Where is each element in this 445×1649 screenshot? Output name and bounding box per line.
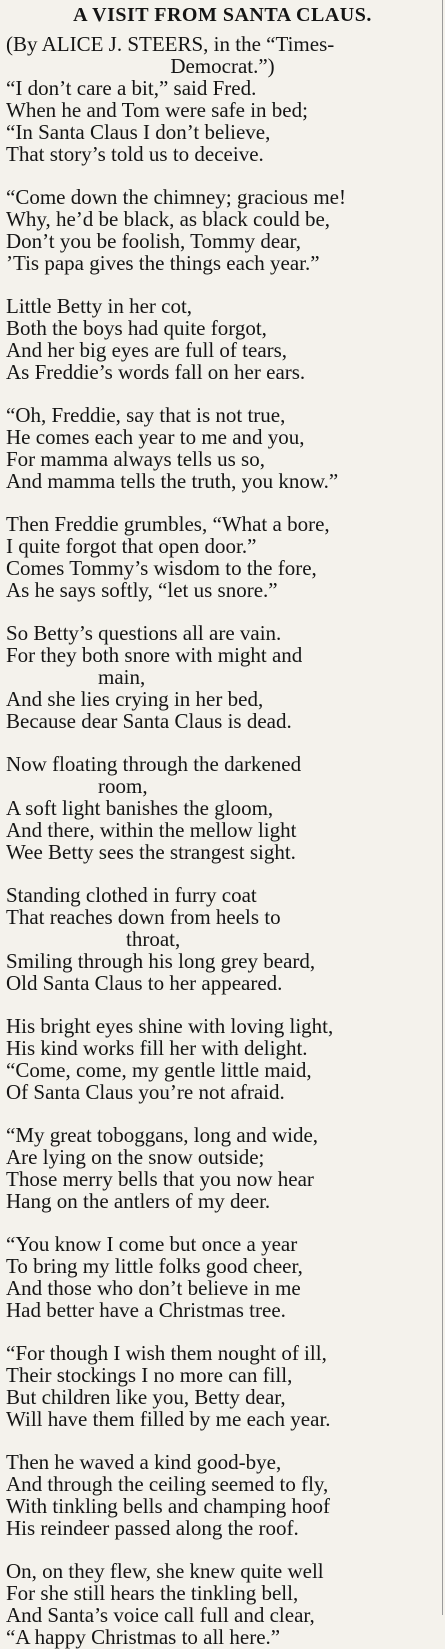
poem-line: As he says softly, “let us snore.” bbox=[6, 578, 278, 602]
poem-line-continuation: room, bbox=[98, 774, 148, 798]
poem-line: For they both snore with might and bbox=[6, 643, 303, 667]
stanza bbox=[6, 1342, 439, 1430]
stanza bbox=[6, 622, 439, 732]
poem-line: Then Freddie grumbles, “What a bore, bbox=[6, 512, 330, 536]
poem-line: “A happy Christmas to all here.” bbox=[6, 1625, 281, 1649]
poem-line-continuation: throat, bbox=[126, 927, 181, 951]
byline-line: Democrat.”) bbox=[170, 54, 275, 78]
poem-line: And those who don’t believe in me bbox=[6, 1276, 301, 1300]
poem-line: Because dear Santa Claus is dead. bbox=[6, 709, 292, 733]
poem-line: His kind works fill her with delight. bbox=[6, 1036, 308, 1060]
poem-line: ’Tis papa gives the things each year.” bbox=[6, 251, 320, 275]
poem-line: His reindeer passed along the roof. bbox=[6, 1516, 299, 1540]
poem-line: I quite forgot that open door.” bbox=[6, 534, 257, 558]
column-rule bbox=[442, 0, 443, 1615]
poem-line: Those merry bells that you now hear bbox=[6, 1167, 314, 1191]
poem-line: He comes each year to me and you, bbox=[6, 425, 305, 449]
poem-line: So Betty’s questions all are vain. bbox=[6, 621, 282, 645]
stanza bbox=[6, 77, 439, 165]
poem-line-continuation: main, bbox=[98, 665, 146, 689]
poem-line: Had better have a Christmas tree. bbox=[6, 1298, 286, 1322]
poem-line: And her big eyes are full of tears, bbox=[6, 338, 288, 362]
stanza bbox=[6, 1233, 439, 1321]
stanza bbox=[6, 753, 439, 863]
poem-line: Wee Betty sees the strangest sight. bbox=[6, 840, 296, 864]
poem-line: Don’t you be foolish, Tommy dear, bbox=[6, 229, 301, 253]
poem-line: Comes Tommy’s wisdom to the fore, bbox=[6, 556, 317, 580]
stanza bbox=[6, 1015, 439, 1103]
stanza bbox=[6, 186, 439, 274]
poem-line: For she still hears the tinkling bell, bbox=[6, 1581, 299, 1605]
poem-line: “You know I come but once a year bbox=[6, 1232, 298, 1256]
poem-line: His bright eyes shine with loving light, bbox=[6, 1014, 334, 1038]
poem-line: Hang on the antlers of my deer. bbox=[6, 1189, 271, 1213]
poem-line: “Oh, Freddie, say that is not true, bbox=[6, 403, 286, 427]
poem-line: And she lies crying in her bed, bbox=[6, 687, 264, 711]
poem-line: And Santa’s voice call full and clear, bbox=[6, 1603, 315, 1627]
poem-line: But children like you, Betty dear, bbox=[6, 1385, 286, 1409]
poem-line: And mamma tells the truth, you know.” bbox=[6, 469, 339, 493]
poem-line: As Freddie’s words fall on her ears. bbox=[6, 360, 306, 384]
stanza bbox=[6, 295, 439, 383]
poem-title: A VISIT FROM SANTA CLAUS. bbox=[73, 4, 372, 26]
poem-line: “Come down the chimney; gracious me! bbox=[6, 185, 346, 209]
poem-line: Why, he’d be black, as black could be, bbox=[6, 207, 331, 231]
byline bbox=[6, 33, 439, 77]
poem-line: For mamma always tells us so, bbox=[6, 447, 265, 471]
poem-line: Now floating through the darkened bbox=[6, 752, 302, 776]
poem-line: Little Betty in her cot, bbox=[6, 294, 193, 318]
poem-line: Old Santa Claus to her appeared. bbox=[6, 971, 283, 995]
stanza bbox=[6, 513, 439, 601]
poem-line: Of Santa Claus you’re not afraid. bbox=[6, 1080, 285, 1104]
poem-line: That story’s told us to deceive. bbox=[6, 142, 264, 166]
stanza bbox=[6, 404, 439, 492]
poem-line: Are lying on the snow outside; bbox=[6, 1145, 265, 1169]
poem-line: “In Santa Claus I don’t believe, bbox=[6, 120, 271, 144]
poem-line: “My great toboggans, long and wide, bbox=[6, 1123, 319, 1147]
poem-line: “Come, come, my gentle little maid, bbox=[6, 1058, 312, 1082]
poem-line: And through the ceiling seemed to fly, bbox=[6, 1472, 329, 1496]
poem-line: With tinkling bells and champing hoof bbox=[6, 1494, 331, 1518]
poem-line: Their stockings I no more can fill, bbox=[6, 1363, 293, 1387]
byline-line: (By ALICE J. STEERS, in the “Times- bbox=[6, 32, 335, 56]
poem-line: Smiling through his long grey beard, bbox=[6, 949, 316, 973]
poem-line: When he and Tom were safe in bed; bbox=[6, 98, 308, 122]
poem-line: Will have them filled by me each year. bbox=[6, 1407, 331, 1431]
poem-line: Standing clothed in furry coat bbox=[6, 883, 257, 907]
poem-line: That reaches down from heels to bbox=[6, 905, 281, 929]
stanza bbox=[6, 1560, 439, 1648]
poem-line: On, on they flew, she knew quite well bbox=[6, 1559, 324, 1583]
stanza bbox=[6, 884, 439, 994]
poem-line: Both the boys had quite forgot, bbox=[6, 316, 267, 340]
stanza bbox=[6, 1451, 439, 1539]
poem-line: And there, within the mellow light bbox=[6, 818, 297, 842]
poem-line: Then he waved a kind good-bye, bbox=[6, 1450, 282, 1474]
poem-line: “For though I wish them nought of ill, bbox=[6, 1341, 327, 1365]
poem-line: To bring my little folks good cheer, bbox=[6, 1254, 303, 1278]
poem-line: A soft light banishes the gloom, bbox=[6, 796, 274, 820]
poem-line: “I don’t care a bit,” said Fred. bbox=[6, 76, 257, 100]
stanza bbox=[6, 1124, 439, 1212]
